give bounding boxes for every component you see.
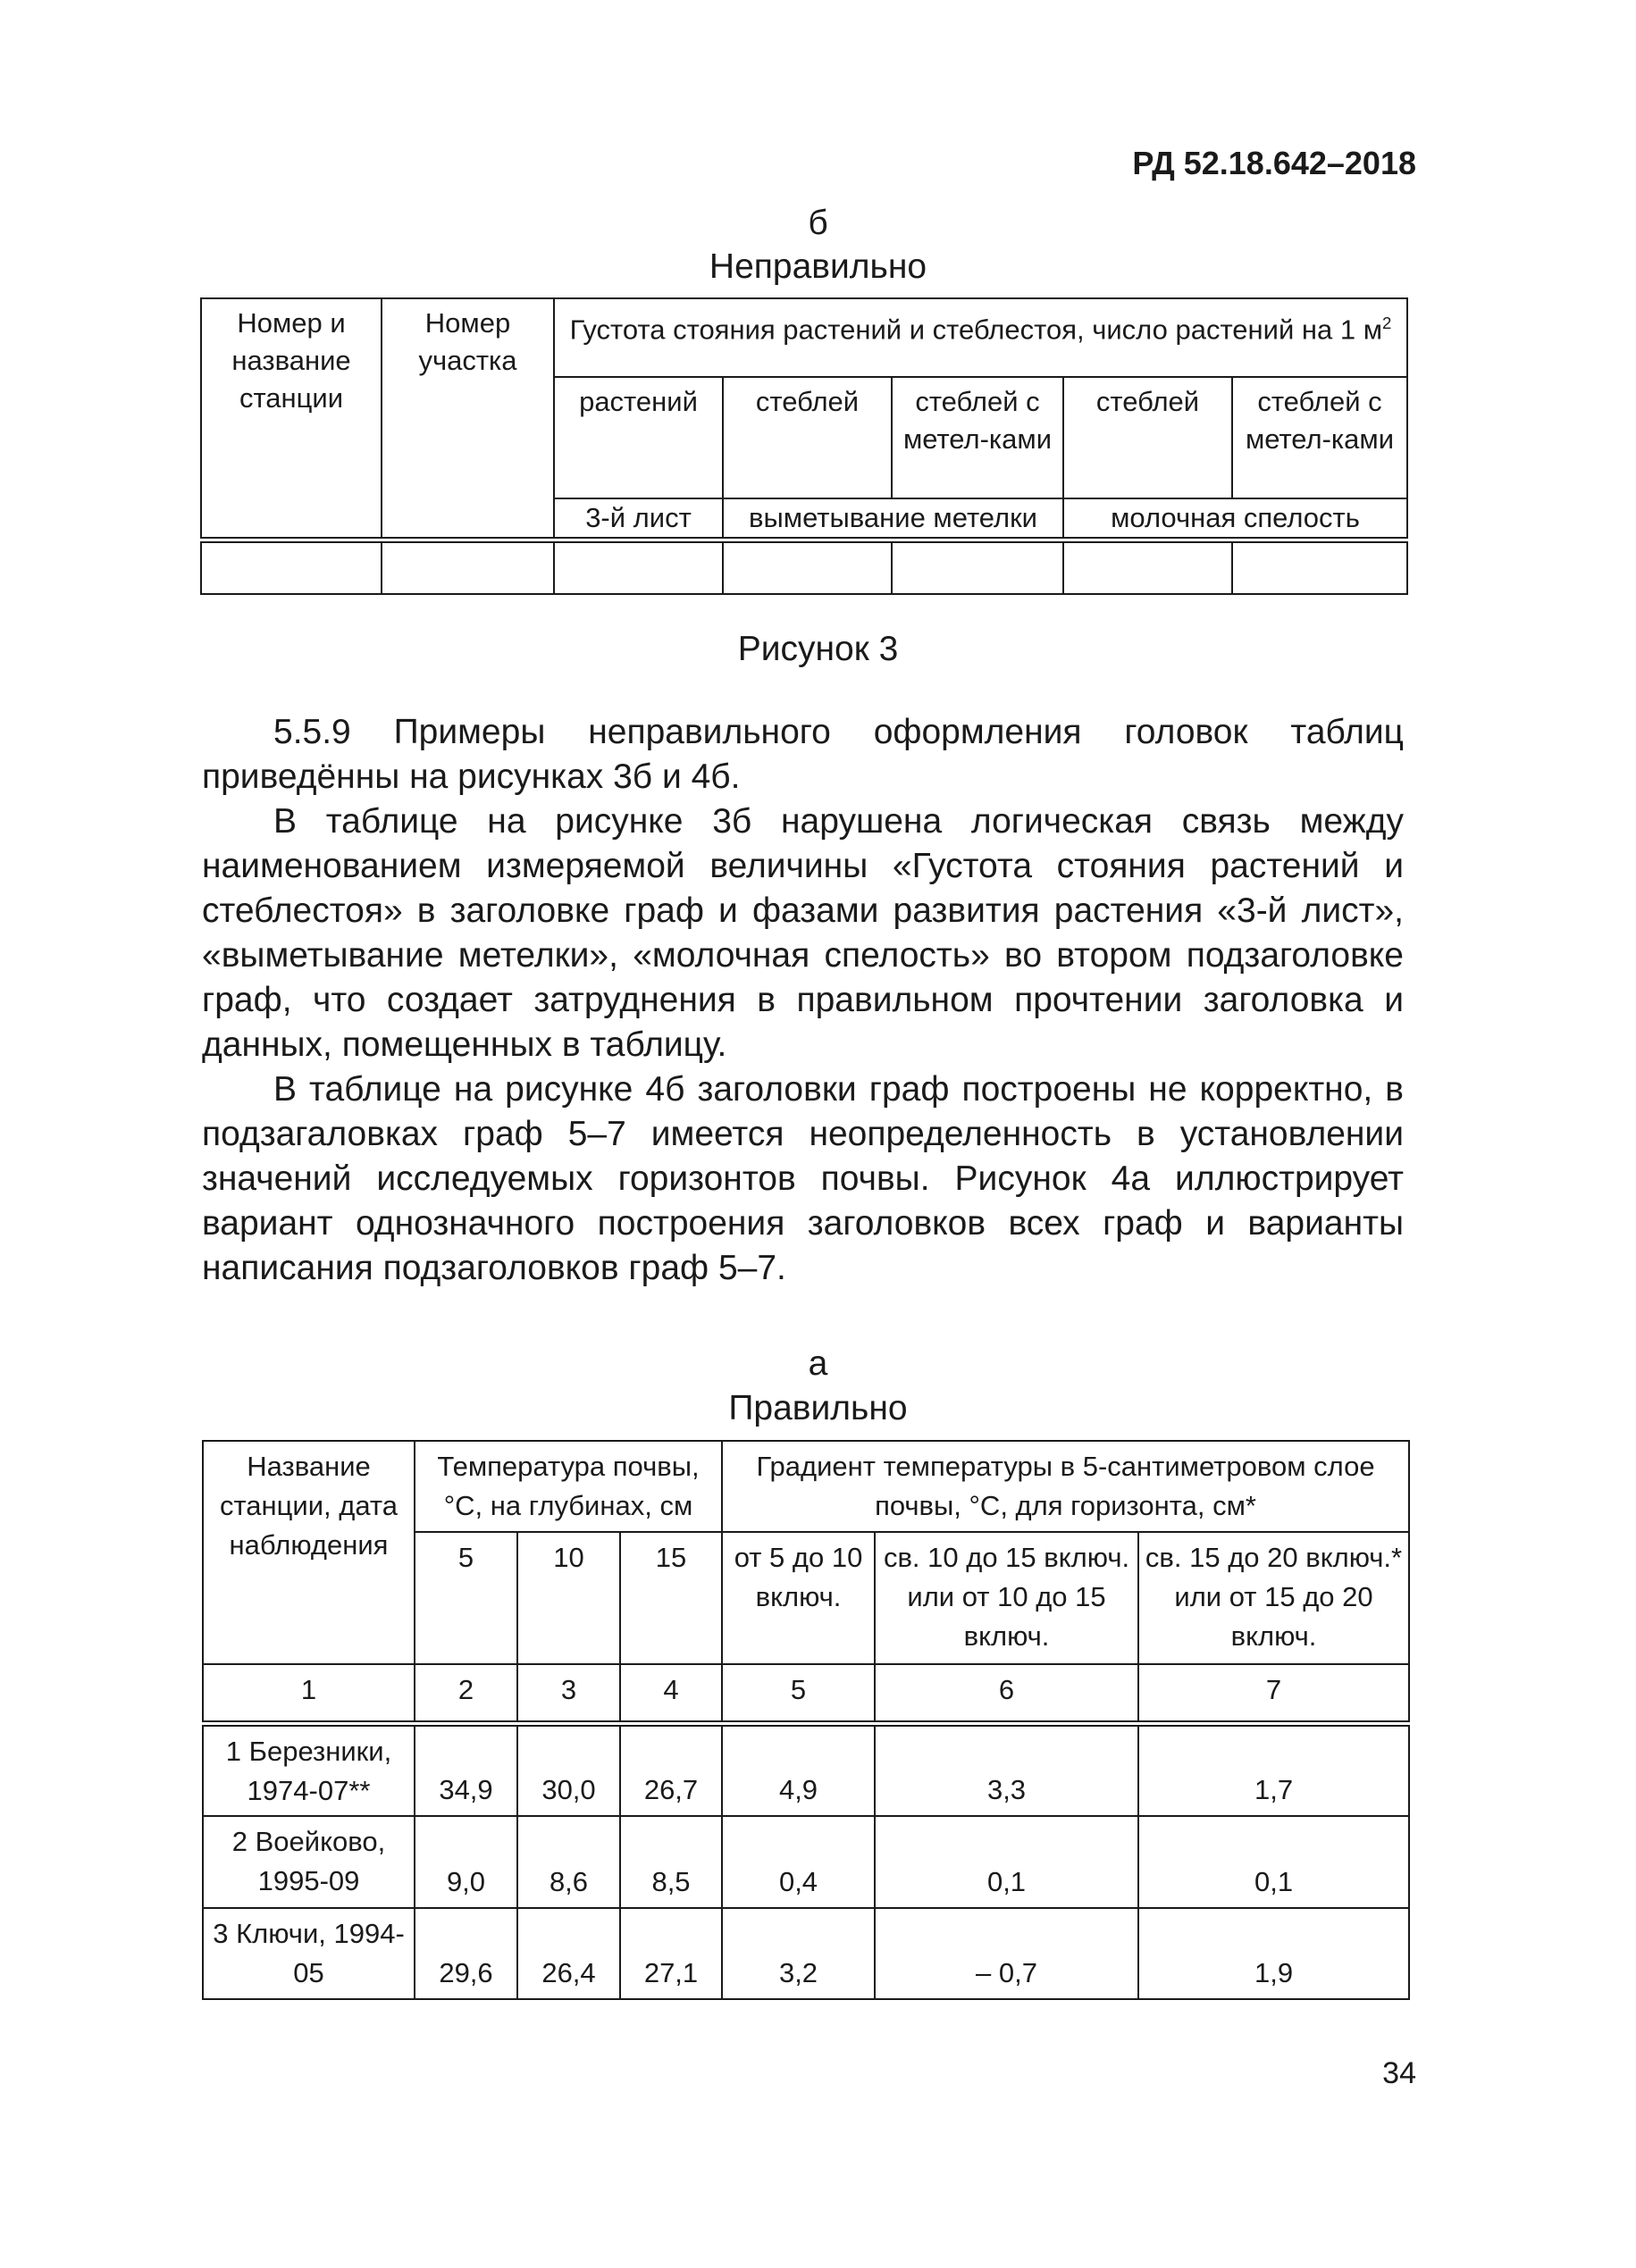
header-density: Густота стояния растений и стеблестоя, число растений на 1 $м^2$	[554, 298, 1407, 377]
paragraph: В таблице на рисунке 4б заголовки граф построены не корректно, в подзагаловках граф 5–7 имеется неопределенность в установлении значений исследуемых горизонтов почвы. Рисунок 4а иллюстрирует вариант однозначного построения заголовков всех граф и варианты написания подзаголовков граф 5–7.	[202, 1070, 1404, 1287]
table-cell	[892, 540, 1063, 594]
value-cell: 34,9	[415, 1723, 517, 1816]
station-cell: 3 Ключи, 1994-05	[203, 1908, 415, 1999]
figure-b-letter: б	[808, 204, 828, 242]
column-number: 6	[875, 1664, 1138, 1723]
header-stems-2: стеблей	[1063, 377, 1232, 498]
figure-b-label: Неправильно	[709, 247, 927, 286]
value-cell: 26,7	[620, 1723, 722, 1816]
table-row	[203, 1816, 1409, 1908]
table-cell	[1063, 540, 1232, 594]
value-cell: 29,6	[415, 1908, 517, 1999]
header-depth-10: 10	[517, 1532, 620, 1664]
column-number: 3	[517, 1664, 620, 1723]
figure-a-letter: а	[808, 1344, 828, 1383]
header-stems-panicle-2: стеблей с метел-ками	[1232, 377, 1407, 498]
figure-caption: Рисунок 3	[737, 630, 899, 668]
value-cell: 8,6	[517, 1816, 620, 1908]
station-cell: 2 Воейково, 1995-09	[203, 1816, 415, 1908]
header-gradient-2: св. 10 до 15 включ. или от 10 до 15 включ.	[875, 1532, 1138, 1664]
phase-third-leaf: 3-й лист	[554, 498, 723, 540]
value-cell: 9,0	[415, 1816, 517, 1908]
value-cell: 1,7	[1138, 1723, 1409, 1816]
header-depth-15: 15	[620, 1532, 722, 1664]
column-number: 7	[1138, 1664, 1409, 1723]
table-row	[201, 540, 1407, 594]
value-cell: 30,0	[517, 1723, 620, 1816]
header-plot: Номер участка	[382, 298, 554, 540]
figure-b-table	[200, 297, 1408, 595]
header-gradient-1: от 5 до 10 включ.	[722, 1532, 875, 1664]
document-code: РД 52.18.642–2018	[1132, 145, 1416, 181]
value-cell: – 0,7	[875, 1908, 1138, 1999]
value-cell: 4,9	[722, 1723, 875, 1816]
column-number: 5	[722, 1664, 875, 1723]
column-number: 2	[415, 1664, 517, 1723]
header-station: Номер и название станции	[201, 298, 382, 540]
value-cell: 26,4	[517, 1908, 620, 1999]
value-cell: 0,4	[722, 1816, 875, 1908]
header-gradient-3: св. 15 до 20 включ.* или от 15 до 20 включ.	[1138, 1532, 1409, 1664]
value-cell: 8,5	[620, 1816, 722, 1908]
value-cell: 27,1	[620, 1908, 722, 1999]
table-cell	[1232, 540, 1407, 594]
phase-panicle: выметывание метелки	[723, 498, 1063, 540]
paragraph: 5.5.9 Примеры неправильного оформления головок таблиц приведённы на рисунках 3б и 4б.	[202, 713, 1404, 796]
value-cell: 3,2	[722, 1908, 875, 1999]
table-cell	[382, 540, 554, 594]
column-number: 1	[203, 1664, 415, 1723]
station-cell: 1 Березники, 1974-07**	[203, 1723, 415, 1816]
figure-a-table	[202, 1440, 1410, 2000]
body-text	[202, 710, 1404, 1291]
phase-milk: молочная спелость	[1063, 498, 1407, 540]
figure-a-label: Правильно	[728, 1389, 908, 1427]
column-numbers-row	[203, 1664, 1409, 1723]
header-plants: растений	[554, 377, 723, 498]
header-station-date: Название станции, дата наблюдения	[203, 1441, 415, 1664]
value-cell: 1,9	[1138, 1908, 1409, 1999]
header-stems-1: стеблей	[723, 377, 892, 498]
table-cell	[554, 540, 723, 594]
table-cell	[723, 540, 892, 594]
header-temperature: Температура почвы, °С, на глубинах, см	[415, 1441, 722, 1532]
header-depth-5: 5	[415, 1532, 517, 1664]
value-cell: 3,3	[875, 1723, 1138, 1816]
page-number: 34	[1382, 2056, 1416, 2090]
header-gradient: Градиент температуры в 5-сантиметровом слое почвы, °С, для горизонта, см*	[722, 1441, 1409, 1532]
table-cell	[201, 540, 382, 594]
header-stems-panicle-1: стеблей с метел-ками	[892, 377, 1063, 498]
value-cell: 0,1	[1138, 1816, 1409, 1908]
column-number: 4	[620, 1664, 722, 1723]
table-row	[203, 1723, 1409, 1816]
table-row	[203, 1908, 1409, 1999]
paragraph: В таблице на рисунке 3б нарушена логическая связь между наименованием измеряемой величины «Густота стояния растений и стеблестоя» в заголовке граф и фазами развития растения «3-й лист», «выметывание метелки», «молочная спелость» во втором подзаголовке граф, что создает затруднения в правильном прочтении заголовка и данных, помещенных в таблицу.	[202, 802, 1404, 1064]
value-cell: 0,1	[875, 1816, 1138, 1908]
